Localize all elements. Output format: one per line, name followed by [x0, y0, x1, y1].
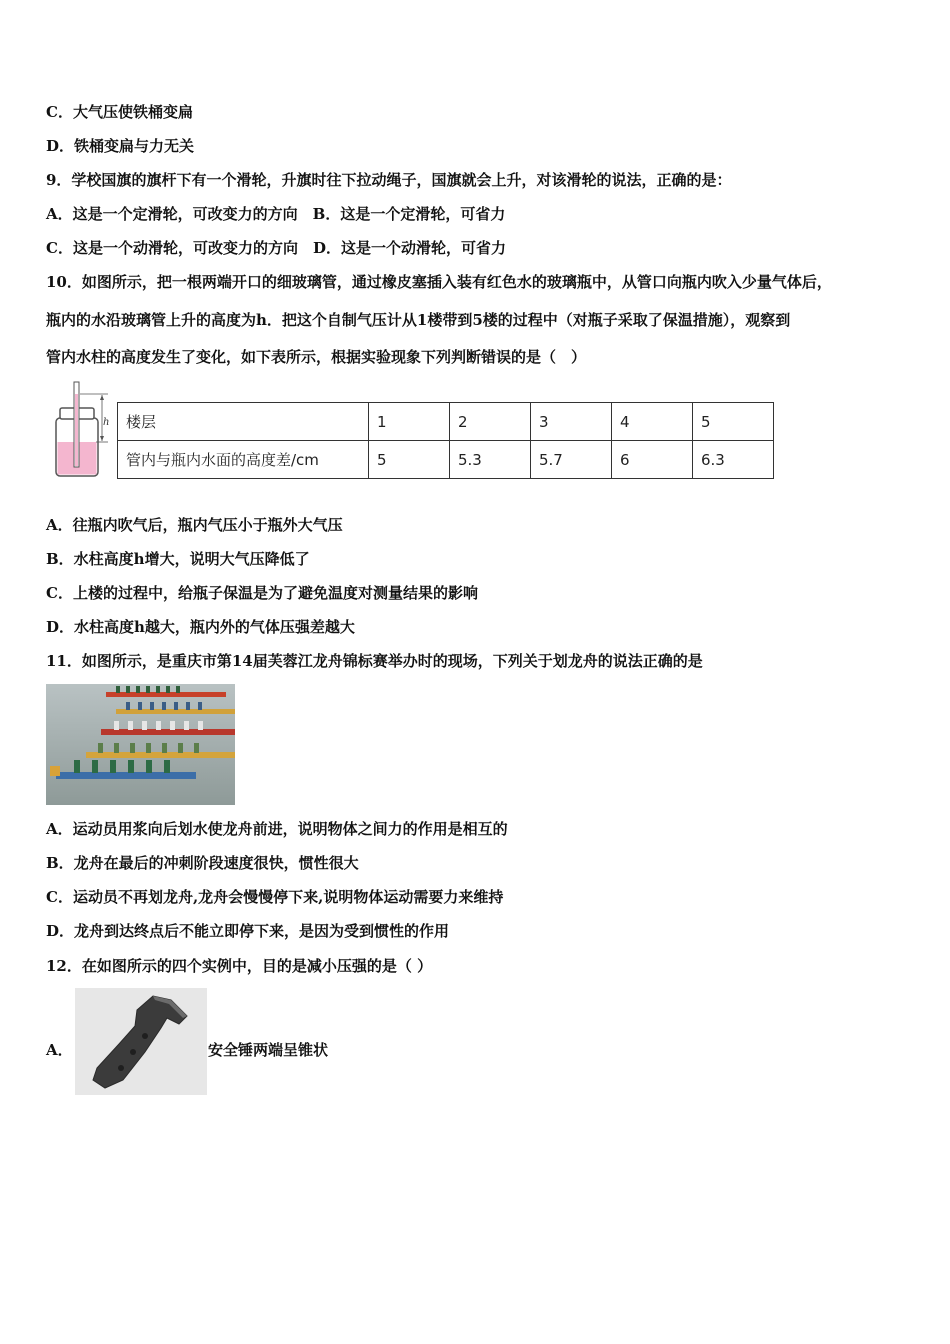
dragon-boat-photo	[46, 684, 235, 805]
q12-option-a-label: A．	[46, 1041, 73, 1059]
q10-option-c: C．上楼的过程中，给瓶子保温是为了避免温度对测量结果的影响	[46, 584, 478, 602]
table-row	[118, 403, 774, 441]
height-cell: 6	[612, 441, 693, 479]
q9-options-ab: A．这是一个定滑轮，可改变力的方向 B．这是一个定滑轮，可省力	[46, 205, 506, 223]
q11-option-b: B．龙舟在最后的冲刺阶段速度很快，惯性很大	[46, 854, 359, 872]
q8-option-d: D．铁桶变扁与力无关	[46, 137, 195, 155]
q10-option-d: D．水柱高度h越大，瓶内外的气体压强差越大	[46, 618, 355, 636]
floor-cell: 2	[450, 403, 531, 441]
height-label: h	[103, 417, 110, 428]
q10-stem-line-3: 管内水柱的高度发生了变化，如下表所示，根据实验现象下列判断错误的是（ ）	[46, 348, 587, 366]
table-header-height: 管内与瓶内水面的高度差/cm	[118, 441, 369, 479]
floor-cell: 5	[693, 403, 774, 441]
table-row	[118, 441, 774, 479]
q11-option-d: D．龙舟到达终点后不能立即停下来，是因为受到惯性的作用	[46, 922, 450, 940]
q10-option-b: B．水柱高度h增大，说明大气压降低了	[46, 550, 310, 568]
floor-cell: 1	[369, 403, 450, 441]
q10-option-a: A．往瓶内吹气后，瓶内气压小于瓶外大气压	[46, 516, 343, 534]
height-cell: 5	[369, 441, 450, 479]
q11-stem: 11．如图所示，是重庆市第14届芙蓉江龙舟锦标赛举办时的现场，下列关于划龙舟的说法正确的是	[46, 652, 703, 670]
q12-option-a-text: 安全锤两端呈锥状	[208, 1041, 329, 1059]
height-cell: 6.3	[693, 441, 774, 479]
q9-stem: 9．学校国旗的旗杆下有一个滑轮，升旗时往下拉动绳子，国旗就会上升，对该滑轮的说法，正确的是：	[46, 171, 732, 189]
q11-option-a: A．运动员用浆向后划水使龙舟前进，说明物体之间力的作用是相互的	[46, 820, 508, 838]
height-cell: 5.7	[531, 441, 612, 479]
water-column	[75, 394, 78, 466]
q10-stem-line-1: 10．如图所示，把一根两端开口的细玻璃管，通过橡皮塞插入装有红色水的玻璃瓶中，从管口向瓶内吹入少量气体后，	[46, 273, 832, 291]
q9-options-cd: C．这是一个动滑轮，可改变力的方向 D．这是一个动滑轮，可省力	[46, 239, 506, 257]
q11-option-c: C．运动员不再划龙舟,龙舟会慢慢停下来,说明物体运动需要力来维持	[46, 888, 504, 906]
q10-stem-line-2: 瓶内的水沿玻璃管上升的高度为h．把这个自制气压计从1楼带到5楼的过程中（对瓶子采取了保温措施），观察到	[46, 311, 791, 329]
barometer-figure	[50, 380, 112, 480]
q12-stem: 12．在如图所示的四个实例中，目的是减小压强的是（ ）	[46, 957, 433, 975]
q8-option-c: C．大气压使铁桶变扁	[46, 103, 193, 121]
height-cell: 5.3	[450, 441, 531, 479]
safety-hammer-image	[75, 988, 207, 1095]
floor-cell: 3	[531, 403, 612, 441]
table-header-floor: 楼层	[118, 403, 369, 441]
floor-cell: 4	[612, 403, 693, 441]
floor-height-table	[117, 402, 774, 479]
